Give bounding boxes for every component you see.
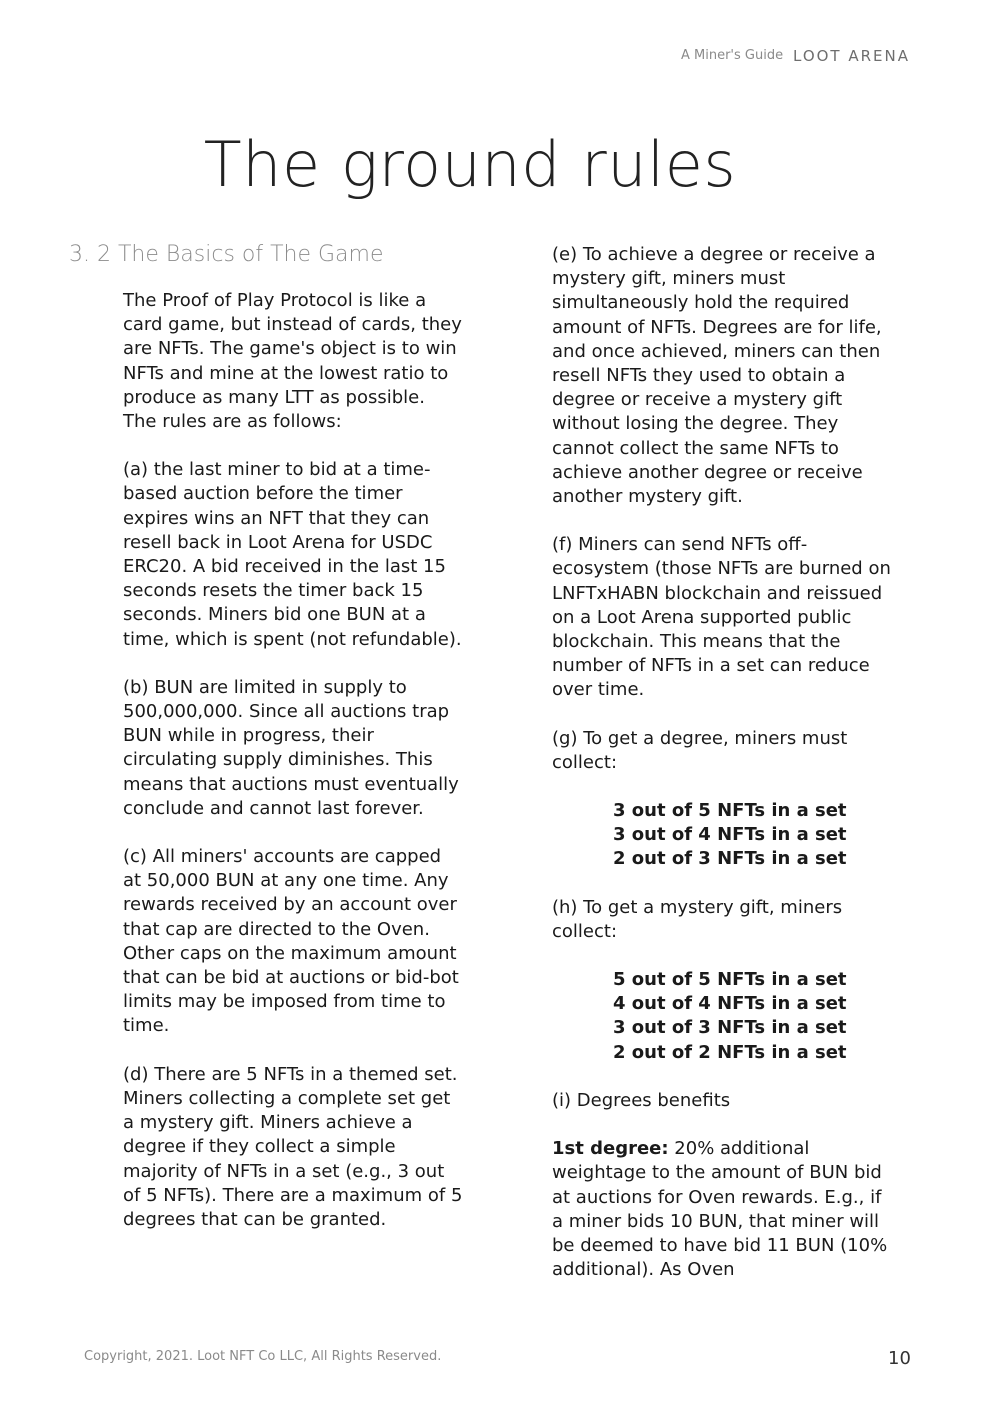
page-title: The ground rules — [203, 128, 737, 201]
rule-e-paragraph: (e) To achieve a degree or receive a mystery gift, miners must simultaneously hold the required amount of NFTs. Degrees are for life, and once achieved, miners can then resell NFTs they used to obtain a degree or receive a mystery gift without losing the degree. They cannot collect the same NFTs to achieve another degree or receive another mystery gift. — [552, 244, 882, 508]
header-guide-label: A Miner's Guide — [681, 48, 784, 63]
list-item: 3 out of 3 NFTs in a set — [613, 1017, 847, 1039]
intro-paragraph: The Proof of Play Protocol is like a card game, but instead of cards, they are NFTs. The game's object is to win NFTs and mine at the lowest ratio to produce as many LTT as possible. The rules are as follows: — [123, 290, 462, 433]
left-column — [123, 289, 463, 1256]
footer-copyright: Copyright, 2021. Loot NFT Co LLC, All Rights Reserved. — [84, 1349, 442, 1364]
list-item: 2 out of 3 NFTs in a set — [613, 848, 847, 870]
list-item: 4 out of 4 NFTs in a set — [613, 993, 847, 1015]
logo: LOOT ARENA — [793, 47, 911, 65]
rule-c-paragraph: (c) All miners' accounts are capped at 50,000 BUN at any one time. Any rewards received by an account over that cap are directed to the Oven. Other caps on the maximum amount that can be bid at auctions or bid-bot limits may be imposed from time to time. — [123, 846, 459, 1037]
first-degree-paragraph — [552, 1137, 892, 1282]
rule-b-paragraph: (b) BUN are limited in supply to 500,000,000. Since all auctions trap BUN while in progress, their circulating supply diminishes. This means that auctions must eventually conclude and cannot last forever. — [123, 676, 459, 819]
list-item: 3 out of 5 NFTs in a set — [613, 800, 847, 822]
rule-a-paragraph: (a) the last miner to bid at a time-based auction before the timer expires wins an NFT that they can resell back in Loot Arena for USDC ERC20. A bid received in the last 15 seconds resets the timer back 15 seconds. Miners bid one BUN at a time, which is spent (not refundable). — [123, 459, 462, 650]
rule-i-paragraph: (i) Degrees benefits — [552, 1089, 731, 1111]
gift-requirements-list — [613, 968, 892, 1065]
section-heading: 3. 2 The Basics of The Game — [69, 242, 384, 267]
list-item: 2 out of 2 NFTs in a set — [613, 1041, 847, 1063]
page-number: 10 — [888, 1348, 911, 1369]
rule-g-paragraph: (g) To get a degree, miners must collect: — [552, 727, 848, 773]
rule-f-paragraph: (f) Miners can send NFTs off-ecosystem (those NFTs are burned on LNFTxHABN blockchain and reissued on a Loot Arena supported public blockchain. This means that the number of NFTs in a set can reduce over time. — [552, 534, 891, 701]
rule-d-paragraph: (d) There are 5 NFTs in a themed set. Miners collecting a complete set get a mystery gift. Miners achieve a degree if they collect a simple majority of NFTs in a set (e.g., 3 out of 5 NFTs). There are a maximum of 5 degrees that can be granted. — [123, 1063, 463, 1230]
first-degree-label: 1st degree: — [552, 1138, 669, 1160]
rule-h-paragraph: (h) To get a mystery gift, miners collect: — [552, 896, 843, 942]
list-item: 5 out of 5 NFTs in a set — [613, 969, 847, 991]
first-degree-text: 20% additional weightage to the amount of BUN bid at auctions for Oven rewards. E.g., if a miner bids 10 BUN, that miner will be deemed to have bid 11 BUN (10% additional). As Oven — [552, 1138, 888, 1281]
right-column — [552, 243, 892, 1306]
list-item: 3 out of 4 NFTs in a set — [613, 824, 847, 846]
degree-requirements-list — [613, 799, 892, 872]
